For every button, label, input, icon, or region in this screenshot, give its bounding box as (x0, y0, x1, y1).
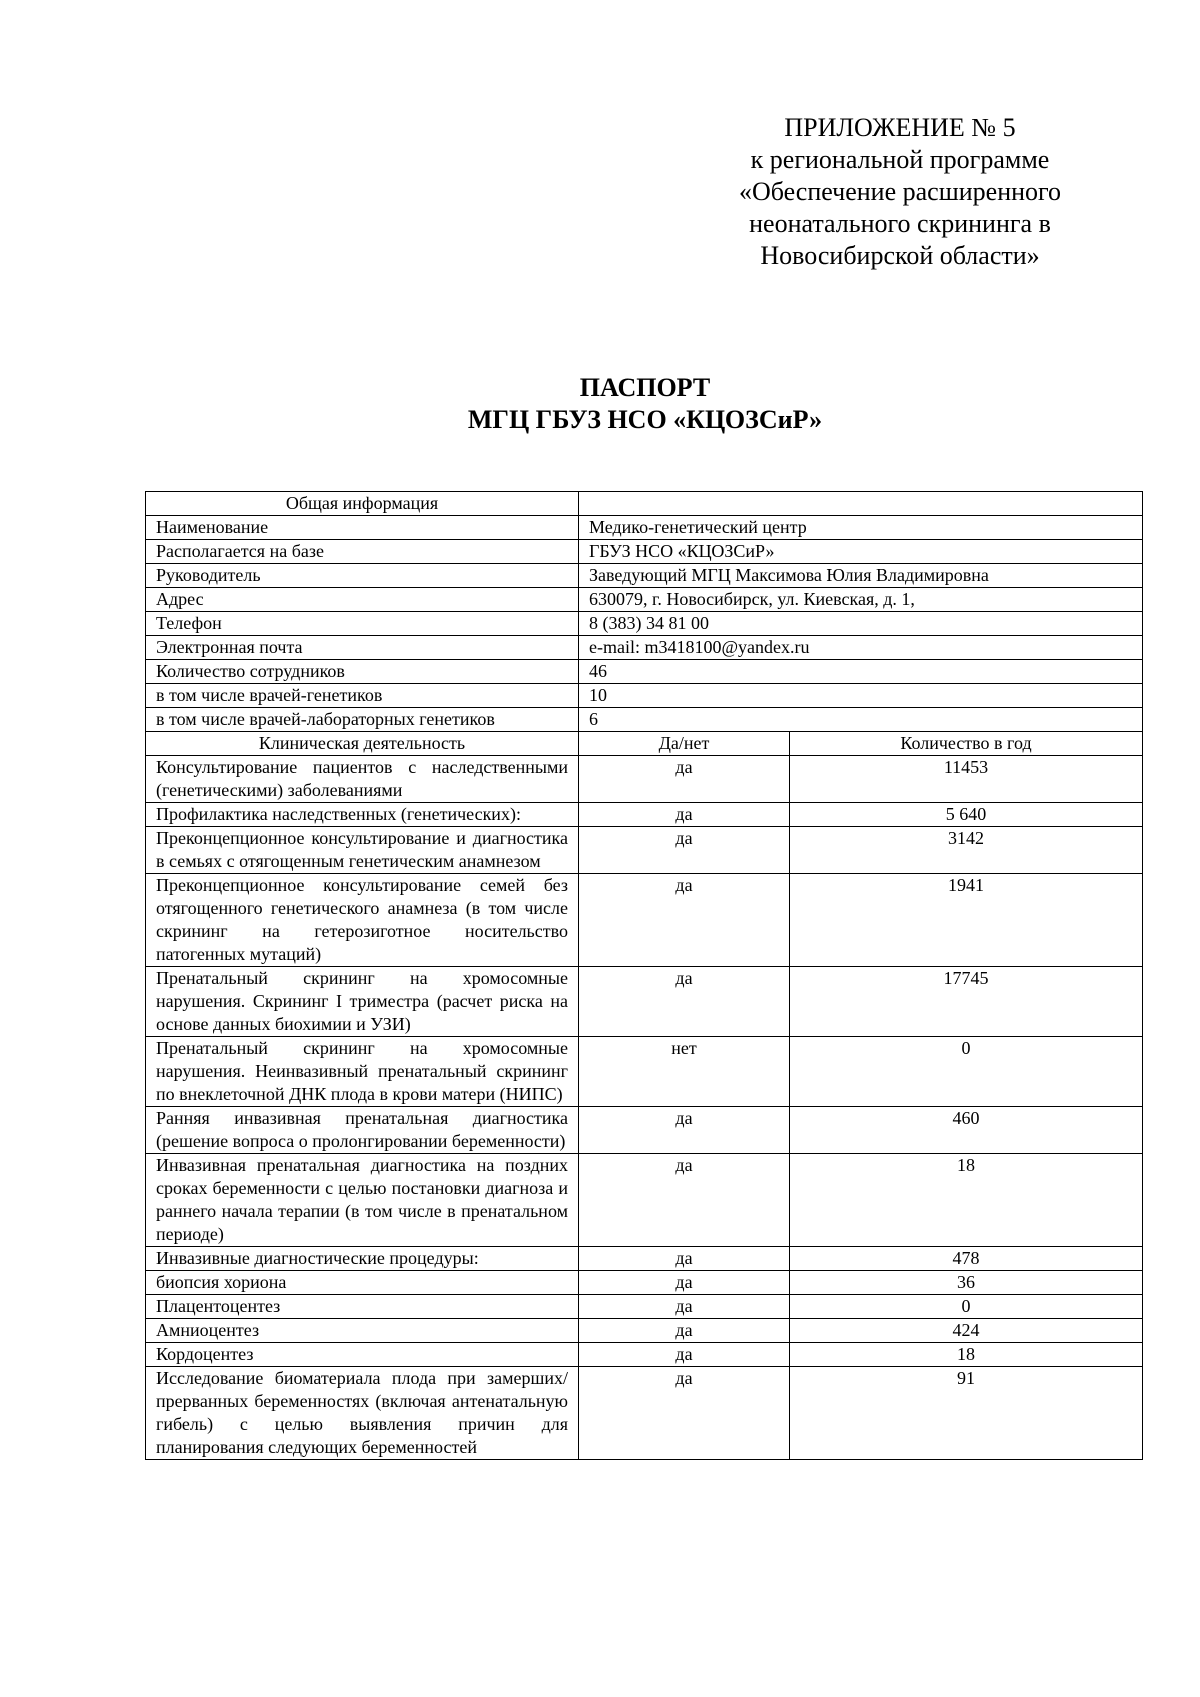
activity-name: Преконцепционное консультирование семей без отягощенного генетического анамнеза (в том числе скрининг на гетерозиготное носительство патогенных мутаций) (146, 874, 579, 967)
general-info-row (146, 660, 1143, 684)
general-info-row (146, 588, 1143, 612)
clinical-activity-row (146, 1154, 1143, 1247)
clinical-activity-row (146, 803, 1143, 827)
general-header-row (146, 492, 1143, 516)
activity-count: 460 (790, 1107, 1143, 1154)
annex-line: неонатального скрининга в (749, 209, 1051, 238)
info-value: 46 (579, 660, 1143, 684)
activity-count: 36 (790, 1271, 1143, 1295)
document-title (0, 372, 1200, 436)
activity-count: 11453 (790, 756, 1143, 803)
info-label: в том числе врачей-генетиков (146, 684, 579, 708)
activity-count: 1941 (790, 874, 1143, 967)
yesno-header: Да/нет (579, 732, 790, 756)
activity-yesno: да (579, 756, 790, 803)
activity-name: Профилактика наследственных (генетических): (146, 803, 579, 827)
info-label: Телефон (146, 612, 579, 636)
activity-name: Пренатальный скрининг на хромосомные нарушения. Неинвазивный пренатальный скрининг по внеклеточной ДНК плода в крови матери (НИПС) (146, 1037, 579, 1107)
general-info-header: Общая информация (146, 492, 579, 516)
title-passport: ПАСПОРТ (579, 373, 711, 402)
info-label: Электронная почта (146, 636, 579, 660)
activity-count: 478 (790, 1247, 1143, 1271)
info-value: Медико-генетический центр (579, 516, 1143, 540)
annex-number: ПРИЛОЖЕНИЕ № 5 (784, 113, 1016, 142)
activity-name: Ранняя инвазивная пренатальная диагностика (решение вопроса о пролонгировании беременности) (146, 1107, 579, 1154)
empty-cell (579, 492, 1143, 516)
annex-line: Новосибирской области» (760, 241, 1040, 270)
annex-line: к региональной программе (750, 145, 1050, 174)
activity-yesno: да (579, 1319, 790, 1343)
clinical-activity-row (146, 1295, 1143, 1319)
clinical-activity-row (146, 874, 1143, 967)
info-label: Руководитель (146, 564, 579, 588)
clinical-header-row (146, 732, 1143, 756)
clinical-activity-row (146, 1271, 1143, 1295)
clinical-activity-row (146, 1319, 1143, 1343)
general-info-row (146, 564, 1143, 588)
activity-count: 17745 (790, 967, 1143, 1037)
activity-yesno: да (579, 1343, 790, 1367)
count-per-year-header: Количество в год (790, 732, 1143, 756)
info-value: ГБУЗ НСО «КЦОЗСиР» (579, 540, 1143, 564)
activity-name: Кордоцентез (146, 1343, 579, 1367)
info-value: 8 (383) 34 81 00 (579, 612, 1143, 636)
title-organization: МГЦ ГБУЗ НСО «КЦОЗСиР» (467, 405, 823, 434)
activity-count: 91 (790, 1367, 1143, 1460)
clinical-activity-row (146, 827, 1143, 874)
activity-yesno: да (579, 827, 790, 874)
clinical-activity-row (146, 967, 1143, 1037)
clinical-activity-row (146, 1343, 1143, 1367)
info-value: e-mail: m3418100@yandex.ru (579, 636, 1143, 660)
clinical-activity-row (146, 1107, 1143, 1154)
clinical-activity-row (146, 1247, 1143, 1271)
activity-name: Консультирование пациентов с наследственными (генетическими) заболеваниями (146, 756, 579, 803)
info-value: 10 (579, 684, 1143, 708)
general-info-row (146, 636, 1143, 660)
activity-name: Плацентоцентез (146, 1295, 579, 1319)
activity-yesno: да (579, 1271, 790, 1295)
activity-name: Инвазивные диагностические процедуры: (146, 1247, 579, 1271)
general-info-row (146, 516, 1143, 540)
general-info-row (146, 684, 1143, 708)
general-info-row (146, 708, 1143, 732)
clinical-activity-header: Клиническая деятельность (146, 732, 579, 756)
activity-name: Инвазивная пренатальная диагностика на поздних сроках беременности с целью постановки диагноза и раннего начала терапии (в том числе в пренатальном периоде) (146, 1154, 579, 1247)
activity-yesno: да (579, 1247, 790, 1271)
activity-count: 0 (790, 1037, 1143, 1107)
activity-yesno: нет (579, 1037, 790, 1107)
activity-count: 18 (790, 1154, 1143, 1247)
activity-name: Амниоцентез (146, 1319, 579, 1343)
activity-name: Пренатальный скрининг на хромосомные нарушения. Скрининг I триместра (расчет риска на основе данных биохимии и УЗИ) (146, 967, 579, 1037)
general-info-row (146, 540, 1143, 564)
activity-count: 5 640 (790, 803, 1143, 827)
activity-yesno: да (579, 1295, 790, 1319)
activity-yesno: да (579, 874, 790, 967)
activity-name: Преконцепционное консультирование и диагностика в семьях с отягощенным генетическим анамнезом (146, 827, 579, 874)
activity-count: 424 (790, 1319, 1143, 1343)
activity-count: 0 (790, 1295, 1143, 1319)
info-value: Заведующий МГЦ Максимова Юлия Владимировна (579, 564, 1143, 588)
activity-name: Исследование биоматериала плода при замерших/прерванных беременностях (включая антенатальную гибель) с целью выявления причин для планирования следующих беременностей (146, 1367, 579, 1460)
clinical-activity-row (146, 1367, 1143, 1460)
table-body (146, 492, 1143, 1460)
info-label: в том числе врачей-лабораторных генетиков (146, 708, 579, 732)
clinical-activity-row (146, 1037, 1143, 1107)
activity-name: биопсия хориона (146, 1271, 579, 1295)
activity-yesno: да (579, 1154, 790, 1247)
activity-yesno: да (579, 967, 790, 1037)
annex-line: «Обеспечение расширенного (738, 177, 1062, 206)
info-label: Располагается на базе (146, 540, 579, 564)
info-label: Адрес (146, 588, 579, 612)
info-value: 630079, г. Новосибирск, ул. Киевская, д. 1, (579, 588, 1143, 612)
info-value: 6 (579, 708, 1143, 732)
activity-yesno: да (579, 803, 790, 827)
info-label: Количество сотрудников (146, 660, 579, 684)
info-label: Наименование (146, 516, 579, 540)
activity-count: 3142 (790, 827, 1143, 874)
activity-count: 18 (790, 1343, 1143, 1367)
annex-header (700, 112, 1100, 272)
clinical-activity-row (146, 756, 1143, 803)
activity-yesno: да (579, 1107, 790, 1154)
activity-yesno: да (579, 1367, 790, 1460)
general-info-row (146, 612, 1143, 636)
passport-table (145, 491, 1143, 1460)
